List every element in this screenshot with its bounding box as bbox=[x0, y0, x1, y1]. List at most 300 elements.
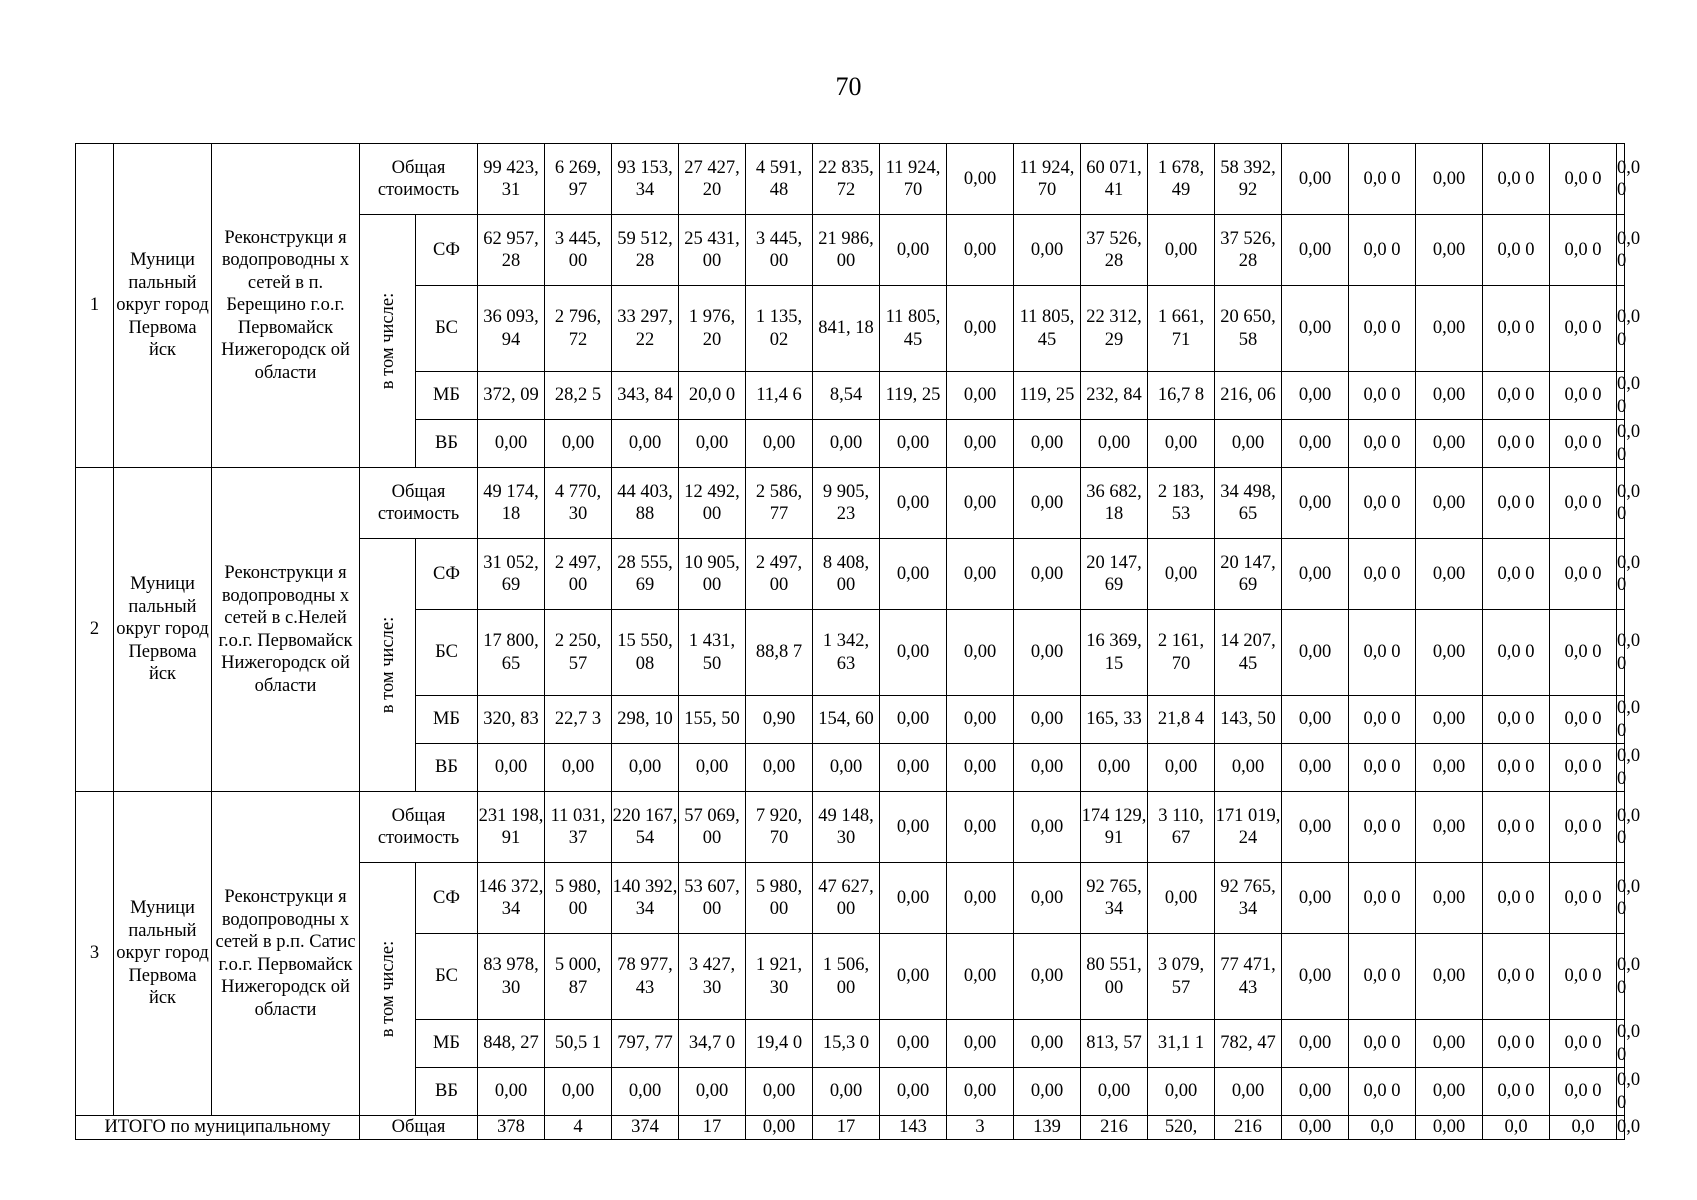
value-cell: 0,00 bbox=[478, 1068, 545, 1116]
value-cell: 3 445, 00 bbox=[746, 215, 813, 286]
value-cell: 0,00 bbox=[947, 744, 1014, 792]
project-name: Реконструкци я водопроводны х сетей в с.Нелей г.о.г. Первомайск Нижегородск ой области bbox=[212, 468, 360, 792]
value-cell: 0,0 0 bbox=[1349, 215, 1416, 286]
value-cell: 0,00 bbox=[1282, 372, 1349, 420]
value-cell: 0,00 bbox=[1416, 144, 1483, 215]
value-cell: 50,5 1 bbox=[545, 1020, 612, 1068]
value-cell: 0,0 0 bbox=[1617, 539, 1625, 610]
project-name: Реконструкци я водопроводны х сетей в п. Берещино г.о.г. Первомайск Нижегородск ой области bbox=[212, 144, 360, 468]
value-cell: 0,00 bbox=[1014, 1068, 1081, 1116]
total-cost-label: Общая стоимость bbox=[360, 792, 478, 863]
value-cell: 0,0 0 bbox=[1550, 1020, 1617, 1068]
funding-source-vb: ВБ bbox=[416, 420, 478, 468]
value-cell: 0,0 0 bbox=[1617, 610, 1625, 696]
value-cell: 0,00 bbox=[947, 420, 1014, 468]
value-cell: 2 586, 77 bbox=[746, 468, 813, 539]
value-cell: 22 312, 29 bbox=[1081, 286, 1148, 372]
value-cell: 44 403, 88 bbox=[612, 468, 679, 539]
total-value-cell: 216 bbox=[1215, 1116, 1282, 1140]
funding-source-vb: ВБ bbox=[416, 1068, 478, 1116]
value-cell: 171 019, 24 bbox=[1215, 792, 1282, 863]
value-cell: 0,00 bbox=[1282, 1068, 1349, 1116]
value-cell: 0,0 0 bbox=[1483, 610, 1550, 696]
value-cell: 0,00 bbox=[947, 468, 1014, 539]
value-cell: 0,00 bbox=[880, 744, 947, 792]
value-cell: 0,00 bbox=[1014, 468, 1081, 539]
value-cell: 0,0 0 bbox=[1349, 863, 1416, 934]
value-cell: 20 147, 69 bbox=[1081, 539, 1148, 610]
value-cell: 0,00 bbox=[1014, 863, 1081, 934]
value-cell: 0,0 0 bbox=[1483, 863, 1550, 934]
value-cell: 0,00 bbox=[1282, 215, 1349, 286]
value-cell: 4 770, 30 bbox=[545, 468, 612, 539]
value-cell: 3 079, 57 bbox=[1148, 934, 1215, 1020]
funding-source-sf: СФ bbox=[416, 863, 478, 934]
value-cell: 62 957, 28 bbox=[478, 215, 545, 286]
value-cell: 146 372, 34 bbox=[478, 863, 545, 934]
value-cell: 0,0 0 bbox=[1550, 468, 1617, 539]
value-cell: 0,0 0 bbox=[1349, 696, 1416, 744]
value-cell: 0,00 bbox=[478, 744, 545, 792]
value-cell: 28 555, 69 bbox=[612, 539, 679, 610]
value-cell: 0,90 bbox=[746, 696, 813, 744]
total-cost-label: Общая стоимость bbox=[360, 144, 478, 215]
value-cell: 0,0 0 bbox=[1550, 420, 1617, 468]
value-cell: 0,00 bbox=[545, 1068, 612, 1116]
value-cell: 80 551, 00 bbox=[1081, 934, 1148, 1020]
value-cell: 0,0 0 bbox=[1617, 468, 1625, 539]
value-cell: 22 835, 72 bbox=[813, 144, 880, 215]
total-value-cell: 374 bbox=[612, 1116, 679, 1140]
value-cell: 782, 47 bbox=[1215, 1020, 1282, 1068]
including-label: в том числе: bbox=[377, 616, 398, 714]
value-cell: 2 497, 00 bbox=[746, 539, 813, 610]
value-cell: 0,00 bbox=[880, 539, 947, 610]
value-cell: 0,0 0 bbox=[1550, 696, 1617, 744]
value-cell: 0,00 bbox=[1416, 215, 1483, 286]
value-cell: 0,00 bbox=[1282, 144, 1349, 215]
value-cell: 4 591, 48 bbox=[746, 144, 813, 215]
value-cell: 0,0 0 bbox=[1617, 144, 1625, 215]
value-cell: 0,00 bbox=[880, 1020, 947, 1068]
value-cell: 0,00 bbox=[746, 1068, 813, 1116]
value-cell: 0,00 bbox=[1148, 744, 1215, 792]
value-cell: 0,0 0 bbox=[1483, 696, 1550, 744]
value-cell: 0,00 bbox=[1148, 1068, 1215, 1116]
value-cell: 0,0 0 bbox=[1617, 696, 1625, 744]
value-cell: 841, 18 bbox=[813, 286, 880, 372]
value-cell: 11,4 6 bbox=[746, 372, 813, 420]
total-value-cell: 378 bbox=[478, 1116, 545, 1140]
value-cell: 0,00 bbox=[1282, 934, 1349, 1020]
value-cell: 155, 50 bbox=[679, 696, 746, 744]
value-cell: 11 031, 37 bbox=[545, 792, 612, 863]
value-cell: 0,00 bbox=[880, 934, 947, 1020]
value-cell: 8,54 bbox=[813, 372, 880, 420]
total-value-cell: 139 bbox=[1014, 1116, 1081, 1140]
value-cell: 0,00 bbox=[1014, 539, 1081, 610]
value-cell: 0,00 bbox=[679, 744, 746, 792]
including-label: в том числе: bbox=[377, 292, 398, 390]
value-cell: 88,8 7 bbox=[746, 610, 813, 696]
value-cell: 0,00 bbox=[947, 286, 1014, 372]
value-cell: 0,0 0 bbox=[1349, 934, 1416, 1020]
funding-source-sf: СФ bbox=[416, 215, 478, 286]
value-cell: 813, 57 bbox=[1081, 1020, 1148, 1068]
value-cell: 0,00 bbox=[1148, 863, 1215, 934]
total-value-cell: 0,00 bbox=[1416, 1116, 1483, 1140]
value-cell: 11 924, 70 bbox=[1014, 144, 1081, 215]
value-cell: 0,00 bbox=[947, 696, 1014, 744]
value-cell: 0,0 0 bbox=[1550, 144, 1617, 215]
value-cell: 58 392, 92 bbox=[1215, 144, 1282, 215]
value-cell: 0,00 bbox=[1148, 215, 1215, 286]
value-cell: 0,0 0 bbox=[1349, 420, 1416, 468]
value-cell: 0,0 0 bbox=[1349, 372, 1416, 420]
value-cell: 0,00 bbox=[1282, 468, 1349, 539]
value-cell: 1 678, 49 bbox=[1148, 144, 1215, 215]
value-cell: 0,0 0 bbox=[1349, 792, 1416, 863]
value-cell: 0,00 bbox=[1416, 468, 1483, 539]
value-cell: 7 920, 70 bbox=[746, 792, 813, 863]
value-cell: 298, 10 bbox=[612, 696, 679, 744]
municipality-name: Муници пальный округ город Первома йск bbox=[114, 144, 212, 468]
value-cell: 0,00 bbox=[880, 792, 947, 863]
total-value-cell: 0,0 bbox=[1349, 1116, 1416, 1140]
value-cell: 49 148, 30 bbox=[813, 792, 880, 863]
value-cell: 0,00 bbox=[1416, 286, 1483, 372]
value-cell: 25 431, 00 bbox=[679, 215, 746, 286]
value-cell: 0,00 bbox=[1416, 539, 1483, 610]
total-label: ИТОГО по муниципальному bbox=[76, 1116, 360, 1140]
value-cell: 0,00 bbox=[1014, 792, 1081, 863]
value-cell: 165, 33 bbox=[1081, 696, 1148, 744]
value-cell: 0,00 bbox=[880, 1068, 947, 1116]
value-cell: 53 607, 00 bbox=[679, 863, 746, 934]
value-cell: 0,0 0 bbox=[1483, 215, 1550, 286]
value-cell: 0,00 bbox=[1148, 420, 1215, 468]
including-label-cell bbox=[360, 539, 416, 792]
value-cell: 0,00 bbox=[880, 420, 947, 468]
total-value-cell: 17 bbox=[679, 1116, 746, 1140]
value-cell: 31 052, 69 bbox=[478, 539, 545, 610]
value-cell: 27 427, 20 bbox=[679, 144, 746, 215]
value-cell: 0,0 0 bbox=[1617, 286, 1625, 372]
project-name: Реконструкци я водопроводны х сетей в р.п. Сатис г.о.г. Первомайск Нижегородск ой области bbox=[212, 792, 360, 1116]
value-cell: 0,0 0 bbox=[1483, 420, 1550, 468]
value-cell: 0,00 bbox=[545, 420, 612, 468]
value-cell: 0,00 bbox=[947, 215, 1014, 286]
value-cell: 11 805, 45 bbox=[1014, 286, 1081, 372]
value-cell: 0,0 0 bbox=[1617, 934, 1625, 1020]
value-cell: 0,00 bbox=[612, 420, 679, 468]
value-cell: 0,0 0 bbox=[1617, 215, 1625, 286]
value-cell: 0,00 bbox=[1416, 1020, 1483, 1068]
value-cell: 0,00 bbox=[880, 696, 947, 744]
value-cell: 0,00 bbox=[1014, 696, 1081, 744]
municipality-name: Муници пальный округ город Первома йск bbox=[114, 792, 212, 1116]
value-cell: 34 498, 65 bbox=[1215, 468, 1282, 539]
value-cell: 20 650, 58 bbox=[1215, 286, 1282, 372]
value-cell: 220 167, 54 bbox=[612, 792, 679, 863]
value-cell: 12 492, 00 bbox=[679, 468, 746, 539]
value-cell: 0,00 bbox=[1282, 539, 1349, 610]
municipality-name: Муници пальный округ город Первома йск bbox=[114, 468, 212, 792]
value-cell: 93 153, 34 bbox=[612, 144, 679, 215]
value-cell: 0,00 bbox=[880, 863, 947, 934]
funding-source-mb: МБ bbox=[416, 372, 478, 420]
value-cell: 6 269, 97 bbox=[545, 144, 612, 215]
funding-source-sf: СФ bbox=[416, 539, 478, 610]
value-cell: 0,00 bbox=[813, 744, 880, 792]
value-cell: 31,1 1 bbox=[1148, 1020, 1215, 1068]
value-cell: 0,00 bbox=[947, 934, 1014, 1020]
value-cell: 232, 84 bbox=[1081, 372, 1148, 420]
value-cell: 0,00 bbox=[746, 744, 813, 792]
value-cell: 0,0 0 bbox=[1550, 1068, 1617, 1116]
value-cell: 0,0 0 bbox=[1483, 372, 1550, 420]
value-cell: 8 408, 00 bbox=[813, 539, 880, 610]
value-cell: 0,00 bbox=[947, 792, 1014, 863]
value-cell: 0,0 0 bbox=[1349, 1020, 1416, 1068]
page-number: 70 bbox=[835, 72, 862, 101]
value-cell: 119, 25 bbox=[880, 372, 947, 420]
value-cell: 1 431, 50 bbox=[679, 610, 746, 696]
value-cell: 174 129, 91 bbox=[1081, 792, 1148, 863]
value-cell: 0,00 bbox=[1014, 215, 1081, 286]
value-cell: 0,00 bbox=[1282, 792, 1349, 863]
total-cost-label: Общая стоимость bbox=[360, 468, 478, 539]
value-cell: 1 976, 20 bbox=[679, 286, 746, 372]
value-cell: 0,00 bbox=[1282, 420, 1349, 468]
value-cell: 0,00 bbox=[947, 372, 1014, 420]
value-cell: 0,00 bbox=[746, 420, 813, 468]
value-cell: 0,00 bbox=[880, 610, 947, 696]
value-cell: 0,00 bbox=[880, 468, 947, 539]
value-cell: 5 000, 87 bbox=[545, 934, 612, 1020]
value-cell: 848, 27 bbox=[478, 1020, 545, 1068]
value-cell: 77 471, 43 bbox=[1215, 934, 1282, 1020]
value-cell: 0,00 bbox=[1081, 744, 1148, 792]
funding-source-mb: МБ bbox=[416, 1020, 478, 1068]
value-cell: 0,00 bbox=[1416, 1068, 1483, 1116]
row-number: 1 bbox=[76, 144, 114, 468]
value-cell: 99 423, 31 bbox=[478, 144, 545, 215]
value-cell: 20,0 0 bbox=[679, 372, 746, 420]
value-cell: 0,00 bbox=[1282, 1020, 1349, 1068]
value-cell: 57 069, 00 bbox=[679, 792, 746, 863]
value-cell: 16 369, 15 bbox=[1081, 610, 1148, 696]
value-cell: 28,2 5 bbox=[545, 372, 612, 420]
value-cell: 0,0 0 bbox=[1550, 863, 1617, 934]
value-cell: 0,0 0 bbox=[1483, 744, 1550, 792]
value-cell: 143, 50 bbox=[1215, 696, 1282, 744]
value-cell: 119, 25 bbox=[1014, 372, 1081, 420]
value-cell: 0,00 bbox=[1014, 1020, 1081, 1068]
value-cell: 17 800, 65 bbox=[478, 610, 545, 696]
row-number: 3 bbox=[76, 792, 114, 1116]
total-value-cell: 3 bbox=[947, 1116, 1014, 1140]
total-value-cell: 520, bbox=[1148, 1116, 1215, 1140]
total-value-cell: 0,0 bbox=[1617, 1116, 1625, 1140]
value-cell: 0,00 bbox=[1416, 420, 1483, 468]
value-cell: 140 392, 34 bbox=[612, 863, 679, 934]
value-cell: 2 161, 70 bbox=[1148, 610, 1215, 696]
value-cell: 1 506, 00 bbox=[813, 934, 880, 1020]
value-cell: 0,0 0 bbox=[1550, 286, 1617, 372]
value-cell: 0,00 bbox=[1014, 934, 1081, 1020]
value-cell: 0,0 0 bbox=[1483, 539, 1550, 610]
table-row bbox=[76, 468, 1625, 539]
value-cell: 14 207, 45 bbox=[1215, 610, 1282, 696]
value-cell: 0,0 0 bbox=[1617, 744, 1625, 792]
value-cell: 47 627, 00 bbox=[813, 863, 880, 934]
value-cell: 0,0 0 bbox=[1483, 144, 1550, 215]
value-cell: 0,0 0 bbox=[1550, 610, 1617, 696]
value-cell: 0,0 0 bbox=[1617, 420, 1625, 468]
value-cell: 0,0 0 bbox=[1349, 610, 1416, 696]
value-cell: 0,00 bbox=[1215, 1068, 1282, 1116]
value-cell: 0,0 0 bbox=[1550, 539, 1617, 610]
value-cell: 0,00 bbox=[1416, 934, 1483, 1020]
value-cell: 36 682, 18 bbox=[1081, 468, 1148, 539]
value-cell: 33 297, 22 bbox=[612, 286, 679, 372]
value-cell: 0,0 0 bbox=[1349, 1068, 1416, 1116]
total-value-cell: 0,00 bbox=[746, 1116, 813, 1140]
value-cell: 0,00 bbox=[947, 144, 1014, 215]
value-cell: 0,00 bbox=[947, 539, 1014, 610]
value-cell: 216, 06 bbox=[1215, 372, 1282, 420]
value-cell: 21 986, 00 bbox=[813, 215, 880, 286]
value-cell: 0,00 bbox=[1416, 792, 1483, 863]
value-cell: 0,0 0 bbox=[1349, 286, 1416, 372]
funding-source-bs: БС bbox=[416, 610, 478, 696]
value-cell: 0,0 0 bbox=[1550, 934, 1617, 1020]
value-cell: 0,00 bbox=[1282, 744, 1349, 792]
value-cell: 0,0 0 bbox=[1349, 468, 1416, 539]
value-cell: 0,00 bbox=[1081, 1068, 1148, 1116]
value-cell: 0,00 bbox=[1282, 696, 1349, 744]
value-cell: 0,0 0 bbox=[1483, 286, 1550, 372]
value-cell: 2 497, 00 bbox=[545, 539, 612, 610]
value-cell: 59 512, 28 bbox=[612, 215, 679, 286]
value-cell: 154, 60 bbox=[813, 696, 880, 744]
value-cell: 0,00 bbox=[1282, 863, 1349, 934]
value-cell: 0,00 bbox=[1215, 744, 1282, 792]
funding-source-bs: БС bbox=[416, 286, 478, 372]
value-cell: 9 905, 23 bbox=[813, 468, 880, 539]
value-cell: 2 183, 53 bbox=[1148, 468, 1215, 539]
value-cell: 0,0 0 bbox=[1483, 1068, 1550, 1116]
total-value-cell: 143 bbox=[880, 1116, 947, 1140]
including-label-cell bbox=[360, 215, 416, 468]
value-cell: 0,0 0 bbox=[1483, 934, 1550, 1020]
value-cell: 0,00 bbox=[947, 610, 1014, 696]
value-cell: 0,0 0 bbox=[1617, 1020, 1625, 1068]
value-cell: 0,00 bbox=[1014, 610, 1081, 696]
value-cell: 0,0 0 bbox=[1550, 744, 1617, 792]
value-cell: 0,0 0 bbox=[1483, 792, 1550, 863]
row-number: 2 bbox=[76, 468, 114, 792]
value-cell: 10 905, 00 bbox=[679, 539, 746, 610]
value-cell: 343, 84 bbox=[612, 372, 679, 420]
value-cell: 1 921, 30 bbox=[746, 934, 813, 1020]
total-value-cell: 4 bbox=[545, 1116, 612, 1140]
value-cell: 0,0 0 bbox=[1483, 468, 1550, 539]
value-cell: 797, 77 bbox=[612, 1020, 679, 1068]
value-cell: 20 147, 69 bbox=[1215, 539, 1282, 610]
value-cell: 3 445, 00 bbox=[545, 215, 612, 286]
value-cell: 0,00 bbox=[813, 420, 880, 468]
value-cell: 0,00 bbox=[947, 1020, 1014, 1068]
value-cell: 0,0 0 bbox=[1550, 792, 1617, 863]
value-cell: 16,7 8 bbox=[1148, 372, 1215, 420]
value-cell: 0,00 bbox=[679, 1068, 746, 1116]
value-cell: 1 135, 02 bbox=[746, 286, 813, 372]
value-cell: 78 977, 43 bbox=[612, 934, 679, 1020]
budget-table bbox=[75, 143, 1641, 1140]
value-cell: 3 427, 30 bbox=[679, 934, 746, 1020]
value-cell: 36 093, 94 bbox=[478, 286, 545, 372]
value-cell: 92 765, 34 bbox=[1081, 863, 1148, 934]
value-cell: 37 526, 28 bbox=[1215, 215, 1282, 286]
value-cell: 0,00 bbox=[1416, 610, 1483, 696]
value-cell: 11 924, 70 bbox=[880, 144, 947, 215]
value-cell: 34,7 0 bbox=[679, 1020, 746, 1068]
value-cell: 0,0 0 bbox=[1550, 372, 1617, 420]
value-cell: 0,00 bbox=[1014, 744, 1081, 792]
value-cell: 0,00 bbox=[612, 1068, 679, 1116]
value-cell: 0,00 bbox=[1282, 610, 1349, 696]
value-cell: 0,00 bbox=[1416, 863, 1483, 934]
total-row bbox=[76, 1116, 1625, 1140]
including-label: в том числе: bbox=[377, 940, 398, 1038]
value-cell: 0,00 bbox=[813, 1068, 880, 1116]
value-cell: 0,00 bbox=[1148, 539, 1215, 610]
value-cell: 5 980, 00 bbox=[746, 863, 813, 934]
value-cell: 3 110, 67 bbox=[1148, 792, 1215, 863]
value-cell: 372, 09 bbox=[478, 372, 545, 420]
value-cell: 22,7 3 bbox=[545, 696, 612, 744]
value-cell: 0,0 0 bbox=[1483, 1020, 1550, 1068]
value-cell: 320, 83 bbox=[478, 696, 545, 744]
total-value-cell: 0,0 bbox=[1483, 1116, 1550, 1140]
value-cell: 60 071, 41 bbox=[1081, 144, 1148, 215]
value-cell: 0,00 bbox=[1081, 420, 1148, 468]
value-cell: 5 980, 00 bbox=[545, 863, 612, 934]
value-cell: 0,0 0 bbox=[1617, 792, 1625, 863]
value-cell: 0,00 bbox=[478, 420, 545, 468]
value-cell: 0,0 0 bbox=[1617, 863, 1625, 934]
value-cell: 0,0 0 bbox=[1550, 215, 1617, 286]
value-cell: 0,00 bbox=[1416, 372, 1483, 420]
table-row bbox=[76, 792, 1625, 863]
value-cell: 0,00 bbox=[1416, 696, 1483, 744]
value-cell: 0,00 bbox=[1215, 420, 1282, 468]
value-cell: 11 805, 45 bbox=[880, 286, 947, 372]
value-cell: 0,00 bbox=[1282, 286, 1349, 372]
value-cell: 83 978, 30 bbox=[478, 934, 545, 1020]
value-cell: 0,0 0 bbox=[1617, 372, 1625, 420]
total-value-cell: 216 bbox=[1081, 1116, 1148, 1140]
value-cell: 231 198, 91 bbox=[478, 792, 545, 863]
value-cell: 0,00 bbox=[545, 744, 612, 792]
value-cell: 0,0 0 bbox=[1349, 144, 1416, 215]
value-cell: 49 174, 18 bbox=[478, 468, 545, 539]
value-cell: 2 796, 72 bbox=[545, 286, 612, 372]
funding-source-bs: БС bbox=[416, 934, 478, 1020]
value-cell: 1 342, 63 bbox=[813, 610, 880, 696]
